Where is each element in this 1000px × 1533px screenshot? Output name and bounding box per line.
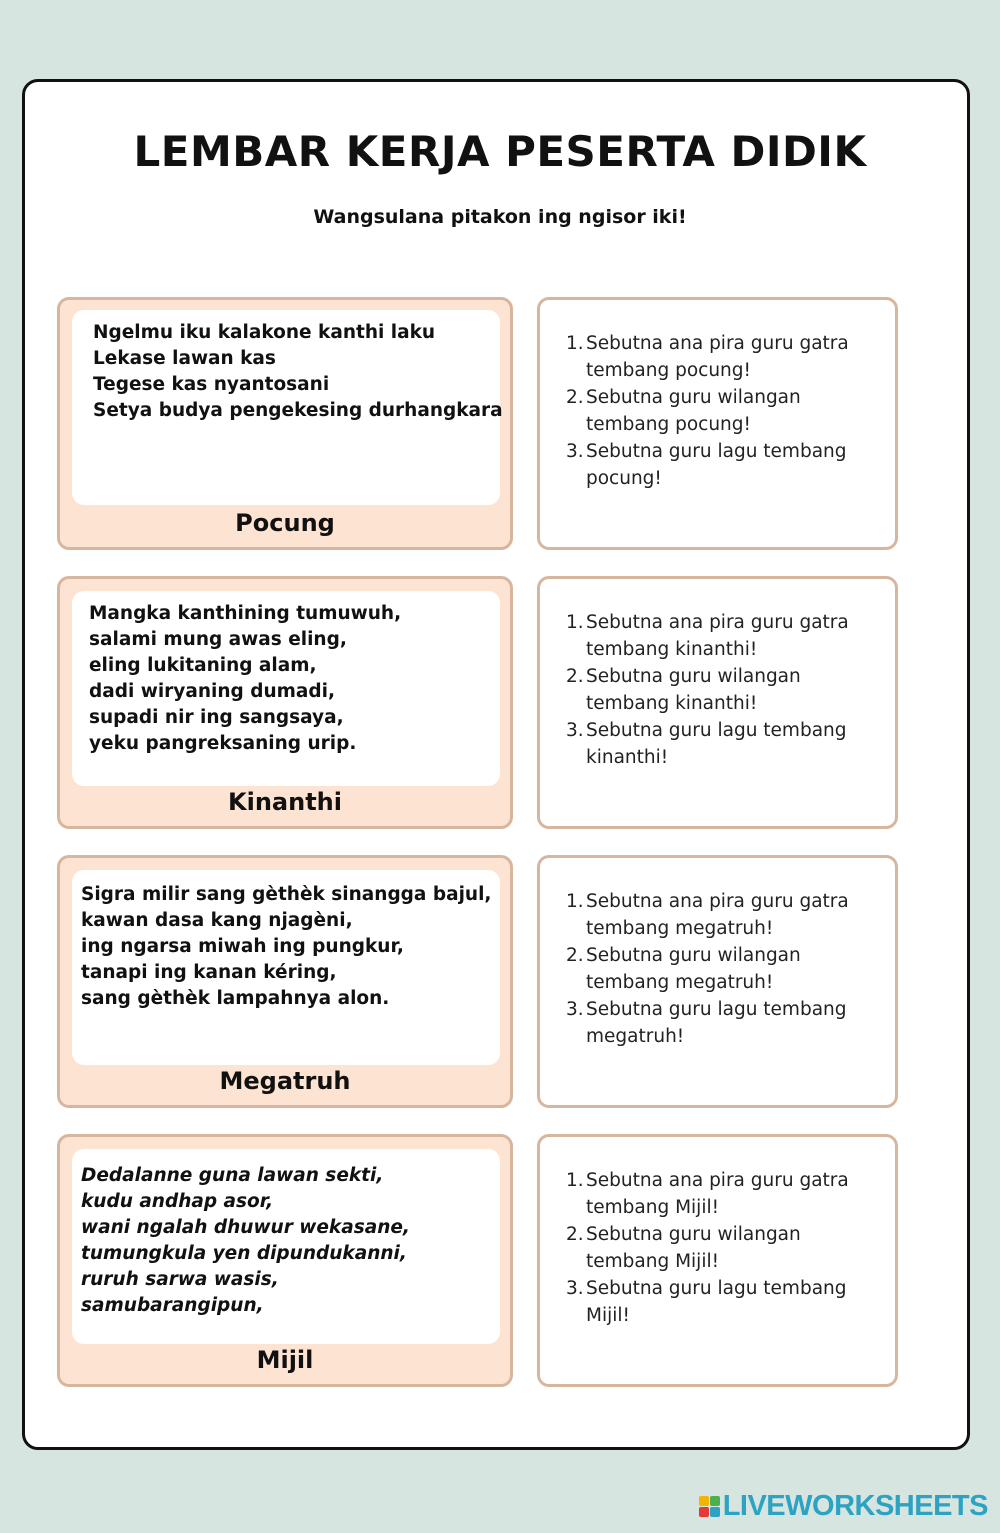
question-number: 1. (566, 612, 584, 633)
question-number: 3. (566, 999, 584, 1020)
poem-line: kudu andhap asor, (81, 1191, 274, 1212)
brand-block (710, 1496, 720, 1506)
question-item (566, 1221, 885, 1275)
poem-card-mijil (57, 1134, 513, 1387)
question-card-kinanthi (537, 576, 898, 829)
question-number: 2. (566, 945, 584, 966)
question-text: Sebutna guru wilangan tembang kinanthi! (586, 666, 801, 714)
question-item (566, 1167, 885, 1221)
question-item (566, 438, 885, 492)
question-number: 3. (566, 1278, 584, 1299)
tembang-name: Megatruh (219, 1067, 351, 1095)
poem-line: yeku pangreksaning urip. (89, 733, 357, 754)
poem-line: wani ngalah dhuwur wekasane, (81, 1217, 410, 1238)
question-card-pocung (537, 297, 898, 550)
question-number: 1. (566, 1170, 584, 1191)
poem-line: samubarangipun, (81, 1295, 264, 1316)
question-text: Sebutna guru lagu tembang pocung! (586, 441, 847, 489)
question-text: Sebutna ana pira guru gatra tembang pocung! (586, 333, 849, 381)
question-item (566, 330, 885, 384)
poem-line: ing ngarsa miwah ing pungkur, (81, 936, 404, 957)
poem-line: Tegese kas nyantosani (93, 374, 330, 395)
question-number: 2. (566, 1224, 584, 1245)
question-card-megatruh (537, 855, 898, 1108)
poem-line: ruruh sarwa wasis, (81, 1269, 279, 1290)
poem-text-box (72, 591, 500, 786)
poem-line: supadi nir ing sangsaya, (89, 707, 344, 728)
tembang-name: Pocung (235, 509, 335, 537)
question-list (566, 888, 885, 1050)
brand-block (699, 1496, 709, 1506)
poem-line: tanapi ing kanan kéring, (81, 962, 337, 983)
question-item (566, 663, 885, 717)
poem-line: salami mung awas eling, (89, 629, 347, 650)
poem-card-megatruh (57, 855, 513, 1108)
poem-text-box (72, 870, 500, 1065)
poem-line: sang gèthèk lampahnya alon. (81, 988, 390, 1009)
poem-line: Ngelmu iku kalakone kanthi laku (93, 322, 436, 343)
poem-lines (81, 882, 491, 1012)
poem-line: Dedalanne guna lawan sekti, (81, 1165, 384, 1186)
poem-line: eling lukitaning alam, (89, 655, 317, 676)
poem-line: tumungkula yen dipundukanni, (81, 1243, 407, 1264)
question-number: 3. (566, 720, 584, 741)
poem-card-pocung (57, 297, 513, 550)
question-list (566, 1167, 885, 1329)
brand-text: LIVEWORKSHEETS (722, 1490, 988, 1522)
question-text: Sebutna guru lagu tembang kinanthi! (586, 720, 847, 768)
poem-line: Setya budya pengekesing durhangkara (93, 400, 503, 421)
poem-line: dadi wiryaning dumadi, (89, 681, 336, 702)
poem-card-kinanthi (57, 576, 513, 829)
question-number: 2. (566, 387, 584, 408)
question-item (566, 1275, 885, 1329)
page-title: LEMBAR KERJA PESERTA DIDIK (133, 127, 867, 176)
question-text: Sebutna guru wilangan tembang pocung! (586, 387, 801, 435)
question-item (566, 609, 885, 663)
poem-text-box (72, 1149, 500, 1344)
instruction-text: Wangsulana pitakon ing ngisor iki! (313, 206, 687, 228)
question-text: Sebutna guru wilangan tembang megatruh! (586, 945, 801, 993)
question-item (566, 888, 885, 942)
question-text: Sebutna guru lagu tembang Mijil! (586, 1278, 847, 1326)
tembang-name: Kinanthi (228, 788, 342, 816)
question-card-mijil (537, 1134, 898, 1387)
poem-line: Lekase lawan kas (93, 348, 276, 369)
question-list (566, 330, 885, 492)
question-text: Sebutna ana pira guru gatra tembang megatruh! (586, 891, 849, 939)
brand-block (699, 1507, 709, 1517)
question-list (566, 609, 885, 771)
question-item (566, 996, 885, 1050)
question-number: 2. (566, 666, 584, 687)
question-text: Sebutna ana pira guru gatra tembang kinanthi! (586, 612, 849, 660)
question-item (566, 384, 885, 438)
poem-line: kawan dasa kang njagèni, (81, 910, 353, 931)
question-number: 3. (566, 441, 584, 462)
poem-line: Sigra milir sang gèthèk sinangga bajul, (81, 884, 492, 905)
poem-lines (93, 320, 503, 424)
poem-text-box (72, 310, 503, 505)
tembang-name: Mijil (256, 1346, 314, 1374)
question-item (566, 717, 885, 771)
question-text: Sebutna guru wilangan tembang Mijil! (586, 1224, 801, 1272)
question-number: 1. (566, 333, 584, 354)
question-item (566, 942, 885, 996)
brand-blocks-icon (699, 1496, 720, 1517)
poem-lines (89, 601, 401, 757)
question-text: Sebutna ana pira guru gatra tembang Mijil! (586, 1170, 849, 1218)
poem-line: Mangka kanthining tumuwuh, (89, 603, 402, 624)
question-text: Sebutna guru lagu tembang megatruh! (586, 999, 847, 1047)
question-number: 1. (566, 891, 584, 912)
brand-block (710, 1507, 720, 1517)
liveworksheets-logo (699, 1490, 988, 1523)
poem-lines (81, 1163, 410, 1319)
